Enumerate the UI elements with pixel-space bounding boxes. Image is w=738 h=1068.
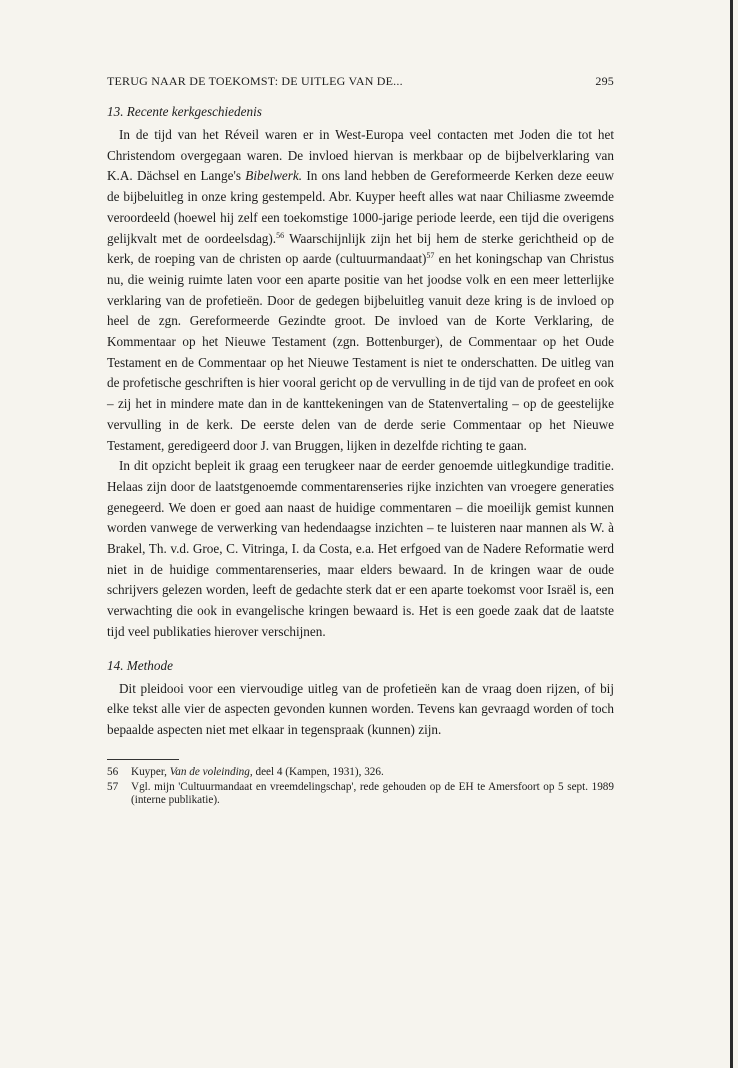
footnote-ref-57: 57 — [426, 251, 435, 261]
footnote-text-part: Kuyper, — [131, 765, 170, 778]
section-14-paragraph-1: Dit pleidooi voor een viervoudige uitleg van de profetieën kan de vraag doen rijzen, of bij elke tekst alle vier de aspecten gevonden kunnen worden. Tevens kan gevraagd worden of toch bepaalde aspecten niet met elkaar in tegenspraak (kunnen) zijn. — [107, 680, 614, 737]
footnote-number: 57 — [107, 780, 119, 793]
section-13-paragraph-2: In dit opzicht bepleit ik graag een terugkeer naar de eerder genoemde uitlegkundige traditie. Helaas zijn door de laatstgenoemde commentarenseries rijke inzichten van vroegere generaties genegeerd. We doen er goed aan naast de huidige commentaren – die moeilijk gemist kunnen worden vanwege de verwerking van hedendaagse inzichten – te luisteren naar mannen als W. à Brakel, Th. v.d. Groe, C. Vitringa, I. da Costa, e.a. Het erfgoed van de Nadere Reformatie werd niet in de huidige commentarenseries, maar elders bewaard. In de kringen waar de oude schrijvers gelezen worden, leeft de gedachte sterk dat er een aparte toekomst voor Israël is, een verwachting die ook in evangelische kringen bewaard is. Het is een goede zaak dat de laatste tijd veel publikaties hierover verschijnen. — [107, 458, 614, 639]
footnote-number: 56 — [107, 765, 119, 778]
footnote-text-part: deel 4 (Kampen, 1931), 326. — [252, 765, 384, 778]
section-13-paragraph-1 — [107, 125, 614, 456]
paragraph-text: In de tijd van het Réveil waren er in West-Europa veel contacten met Joden die tot het Christendom overgegaan waren. De invloed hiervan is merkbaar op de bijbelverklaring van K.A. Dächsel en Lange's — [107, 127, 614, 184]
paragraph-text: Waarschijnlijk zijn het bij hem de sterke gerichtheid op de kerk, de roeping van de christen op aarde (cultuurmandaat) — [107, 230, 614, 267]
footnote-text — [131, 766, 614, 779]
running-header — [107, 74, 614, 89]
page-right-edge — [730, 0, 733, 1068]
footnote-text — [131, 781, 614, 807]
footnote-book-title: Van de voleinding, — [169, 765, 253, 778]
footnote-divider — [107, 759, 179, 760]
page-number: 295 — [595, 74, 614, 88]
running-title: TERUG NAAR DE TOEKOMST: DE UITLEG VAN DE... — [107, 74, 403, 88]
paragraph-text: en het koningschap van Christus nu, die weinig ruimte laten voor een aparte positie van het joodse volk en een meer letterlijke verklaring van de profetieën. Door de gedegen bijbeluitleg vanuit deze kring is de invloed op heel de zgn. Gereformeerde Gezindte groot. De invloed van de Korte Verklaring, de Kommentaar op het Nieuwe Testament (zgn. Bottenburger), de Commentaar op het Oude Testament en de Commentaar op het Nieuwe Testament is niet te onderschatten. De uitleg van de profetische geschriften is hier vooral gericht op de vervulling in de tijd van de profeet en ook – zij het in mindere mate dan in de kanttekeningen van de Statenvertaling – op de geestelijke vervulling in de kerk. De eerste delen van de derde serie Commentaar op het Nieuwe Testament, geredigeerd door J. van Bruggen, lijken in dezelfde richting te gaan. — [107, 251, 614, 453]
footnote-ref-56: 56 — [276, 230, 285, 240]
footnote-text-part: Vgl. mijn 'Cultuurmandaat en vreemdelingschap', rede gehouden op de EH te Amersfoort op 5 sept. 1989 (interne publikatie). — [131, 780, 614, 806]
paragraph-text: In ons land hebben de Gereformeerde Kerken deze eeuw de bijbeluitleg in onze kring gestempeld. Abr. Kuyper heeft alles wat naar Chiliasme zweemde veroordeeld (hoewel hij zelf een toekomstige 1000-jarige periode leerde, een tijd die overigens gelijkvalt met de oordeelsdag). — [107, 168, 614, 246]
paragraph-italic-title: Bibelwerk. — [245, 168, 303, 184]
footnote-57 — [107, 781, 614, 807]
section-13-title: 13. Recente kerkgeschiedenis — [107, 104, 262, 119]
book-page — [107, 72, 614, 809]
page-left-margin — [0, 0, 36, 1068]
footnote-56 — [107, 766, 614, 779]
section-14-title: 14. Methode — [107, 657, 173, 673]
